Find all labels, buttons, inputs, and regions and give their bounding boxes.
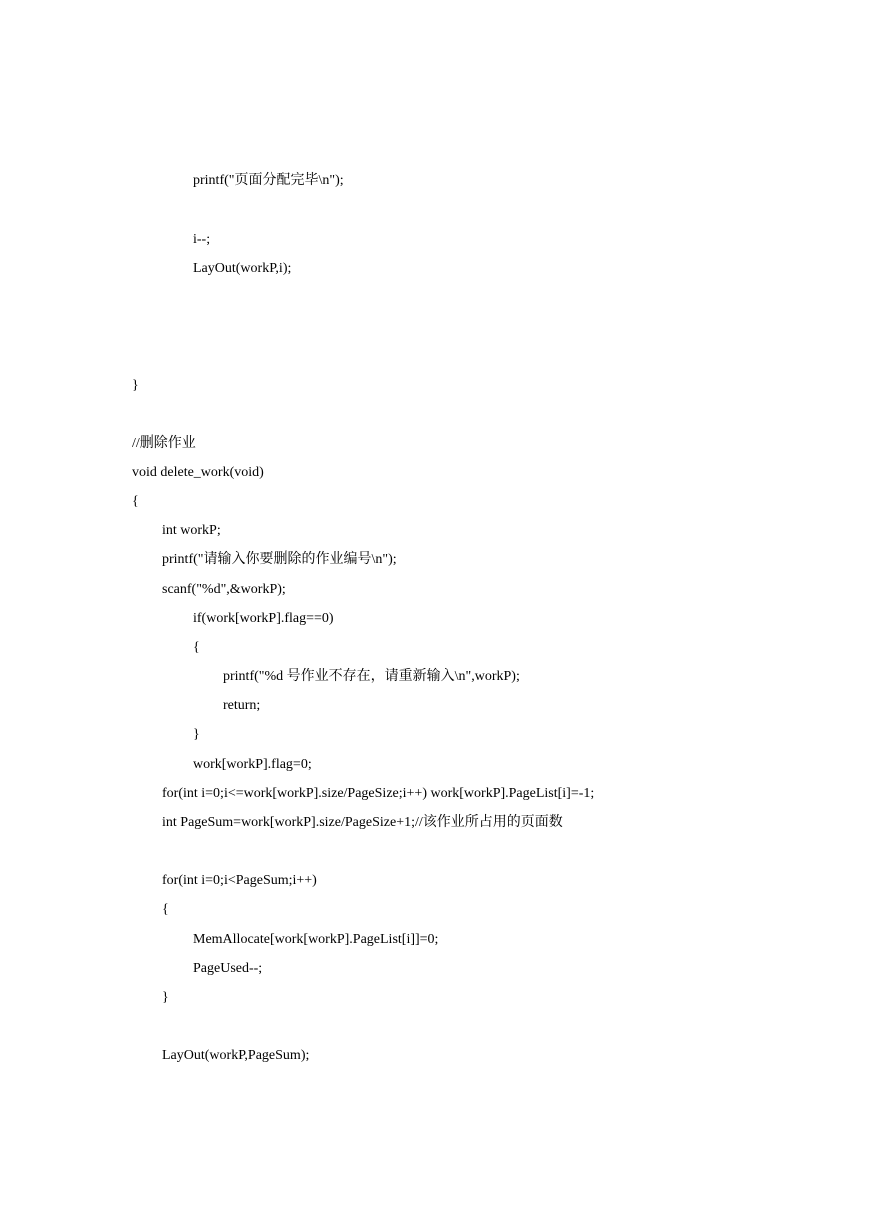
code-line-for-pagelist: for(int i=0;i<=work[workP].size/PageSize;i++) work[workP].PageList[i]=-1; [162,786,595,801]
code-line-pageused-decrement: PageUsed--; [193,961,263,976]
code-line-printf-page-allocated: printf("页面分配完毕\n"); [193,173,344,188]
code-line-comment-delete-work: //删除作业 [132,436,196,451]
code-line-pagesum: int PageSum=work[workP].size/PageSize+1;//该作业所占用的页面数 [162,815,563,830]
code-line-printf-not-exist: printf("%d 号作业不存在，请重新输入\n",workP); [223,669,520,684]
code-line-for-close-brace: } [162,990,169,1005]
code-line-layout-pagesum: LayOut(workP,PageSum); [162,1048,310,1063]
code-line-for-pagesum: for(int i=0;i<PageSum;i++) [162,873,317,888]
code-line-function-signature: void delete_work(void) [132,465,264,480]
code-line-return: return; [223,698,261,713]
code-line-closing-brace: } [132,378,139,393]
code-line-if-flag: if(work[workP].flag==0) [193,611,334,626]
code-line-if-open-brace: { [193,640,200,655]
code-line-set-flag: work[workP].flag=0; [193,757,312,772]
code-line-open-brace: { [132,494,139,509]
code-line-layout-call: LayOut(workP,i); [193,261,292,276]
code-line-decrement-i: i--; [193,232,211,247]
code-line-for-open-brace: { [162,902,169,917]
code-line-printf-prompt: printf("请输入你要删除的作业编号\n"); [162,552,397,567]
code-line-declare-workp: int workP; [162,523,221,538]
code-line-if-close-brace: } [193,727,200,742]
code-line-memallocate: MemAllocate[work[workP].PageList[i]]=0; [193,932,439,947]
code-line-scanf: scanf("%d",&workP); [162,582,286,597]
